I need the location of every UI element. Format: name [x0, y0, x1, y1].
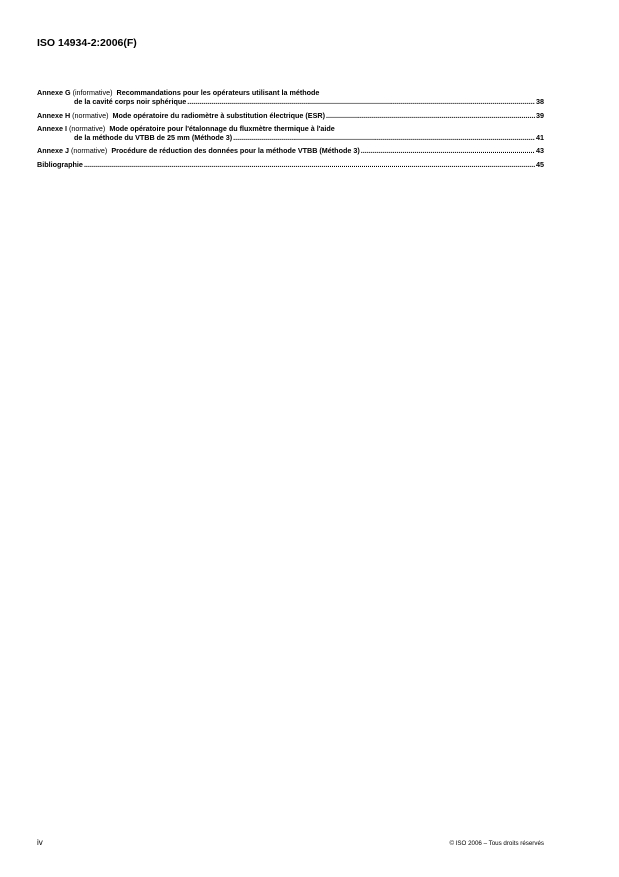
toc-entry-annex-g[interactable]: [37, 88, 544, 107]
page-number: 43: [536, 146, 544, 156]
toc-entry-annex-j[interactable]: [37, 146, 544, 155]
annex-title: Recommandations pour les opérateurs utilisant la méthode: [116, 88, 320, 97]
footer-page-number: iv: [37, 838, 43, 847]
page-number: 39: [536, 110, 544, 120]
toc-entry-heading: [37, 124, 544, 133]
leader-dots: [326, 111, 535, 120]
toc-leader-line: [37, 160, 544, 169]
leader-dots: [187, 97, 535, 106]
annex-type: (normative): [72, 110, 109, 120]
annex-label: Annexe G: [37, 88, 71, 97]
toc-leader-line: [37, 133, 544, 142]
footer-copyright: © ISO 2006 – Tous droits réservés: [449, 840, 544, 847]
document-header: ISO 14934-2:2006(F): [37, 37, 137, 49]
toc-leader-line: [37, 97, 544, 106]
toc-entry-bibliography[interactable]: [37, 160, 544, 169]
annex-title: Mode opératoire pour l'étalonnage du fluxmètre thermique à l'aide: [109, 123, 335, 133]
annex-title-continued: de la méthode du VTBB de 25 mm (Méthode 3): [74, 133, 233, 143]
annex-label: Annexe H: [37, 110, 71, 120]
toc-entry-annex-i[interactable]: [37, 124, 544, 143]
leader-dots: [84, 160, 535, 169]
annex-label: Annexe J: [37, 146, 69, 156]
page-number: 45: [536, 159, 544, 169]
annex-type: (normative): [68, 123, 106, 133]
annex-label: Annexe I: [37, 123, 67, 133]
table-of-contents: [37, 88, 544, 173]
annex-type: (informative): [72, 88, 113, 97]
annex-title-continued: de la cavité corps noir sphérique: [74, 97, 187, 107]
leader-dots: [233, 133, 535, 142]
leader-dots: [361, 146, 535, 155]
annex-title: Procédure de réduction des données pour la méthode VTBB (Méthode 3): [111, 146, 360, 156]
bibliography-title: Bibliographie: [37, 159, 83, 169]
toc-leader-line: [37, 146, 544, 155]
page-number: 41: [536, 133, 544, 143]
toc-entry-annex-h[interactable]: [37, 111, 544, 120]
annex-title: Mode opératoire du radiomètre à substitution électrique (ESR): [112, 110, 325, 120]
annex-type: (normative): [70, 146, 108, 156]
page-number: 38: [536, 97, 544, 107]
toc-entry-heading: [37, 88, 544, 97]
toc-leader-line: [37, 111, 544, 120]
